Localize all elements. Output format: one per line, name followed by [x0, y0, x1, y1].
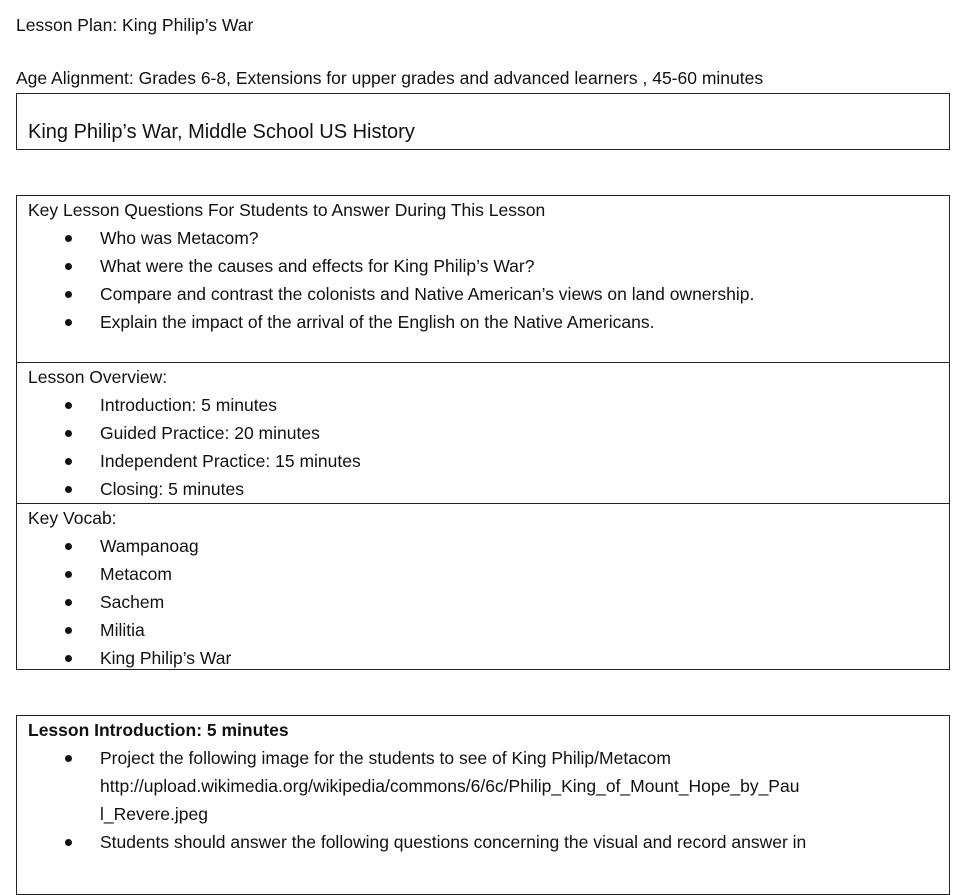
list-item — [28, 560, 949, 588]
list-item-text: Compare and contrast the colonists and Native American’s views on land ownership. — [100, 284, 755, 304]
list-item — [28, 532, 949, 560]
list-item-text: Guided Practice: 20 minutes — [100, 423, 320, 443]
introduction-section — [17, 716, 949, 856]
vocab-heading: Key Vocab: — [28, 508, 117, 528]
subtitle-box — [16, 93, 950, 150]
list-item-text: Explain the impact of the arrival of the English on the Native Americans. — [100, 312, 655, 332]
list-item-text: Project the following image for the students to see of King Philip/Metacom — [100, 748, 671, 768]
bullet-icon — [65, 655, 72, 662]
overview-section — [17, 362, 949, 503]
list-item-text: Students should answer the following questions concerning the visual and record answer in — [100, 832, 807, 852]
list-item — [28, 644, 949, 672]
list-item — [28, 252, 949, 280]
list-item-text: Independent Practice: 15 minutes — [100, 451, 361, 471]
list-item-text: Metacom — [100, 564, 172, 584]
bullet-icon — [65, 458, 72, 465]
introduction-heading: Lesson Introduction: 5 minutes — [28, 720, 289, 740]
bullet-icon — [65, 263, 72, 270]
bullet-icon — [65, 235, 72, 242]
list-item-text: Militia — [100, 620, 145, 640]
list-item — [28, 475, 949, 503]
bullet-icon — [65, 571, 72, 578]
list-item — [28, 744, 949, 828]
list-item — [28, 447, 949, 475]
document-title: Lesson Plan: King Philip’s War — [16, 15, 254, 35]
bullet-icon — [65, 839, 72, 846]
list-item-text: Introduction: 5 minutes — [100, 395, 278, 415]
bullet-icon — [65, 599, 72, 606]
bullet-icon — [65, 755, 72, 762]
list-item-text: King Philip’s War — [100, 648, 232, 668]
list-item — [28, 391, 949, 419]
bullet-icon — [65, 486, 72, 493]
overview-heading: Lesson Overview: — [28, 367, 168, 387]
list-item — [28, 280, 949, 308]
list-item — [28, 616, 949, 644]
key-questions-heading: Key Lesson Questions For Students to Answer During This Lesson — [28, 200, 546, 220]
vocab-section — [17, 503, 949, 672]
bullet-icon — [65, 291, 72, 298]
lesson-table — [16, 195, 950, 670]
subtitle: King Philip’s War, Middle School US History — [28, 121, 415, 143]
bullet-icon — [65, 319, 72, 326]
bullet-icon — [65, 543, 72, 550]
key-questions-section — [17, 196, 949, 362]
list-item-text: Closing: 5 minutes — [100, 479, 244, 499]
list-item — [28, 588, 949, 616]
list-item-text: What were the causes and effects for King Philip’s War? — [100, 256, 535, 276]
age-alignment: Age Alignment: Grades 6-8, Extensions for upper grades and advanced learners , 45-60 minutes — [16, 68, 764, 88]
list-item-text: Wampanoag — [100, 536, 199, 556]
bullet-icon — [65, 402, 72, 409]
list-item — [28, 828, 949, 856]
bullet-icon — [65, 627, 72, 634]
image-url-link[interactable]: http://upload.wikimedia.org/wikipedia/commons/6/6c/Philip_King_of_Mount_Hope_by_Pau — [100, 776, 800, 796]
list-item — [28, 419, 949, 447]
list-item — [28, 224, 949, 252]
list-item — [28, 308, 949, 336]
list-item-text: Sachem — [100, 592, 165, 612]
image-url-link-continued[interactable]: l_Revere.jpeg — [100, 804, 208, 824]
list-item-text: Who was Metacom? — [100, 228, 259, 248]
introduction-box — [16, 715, 950, 895]
bullet-icon — [65, 430, 72, 437]
